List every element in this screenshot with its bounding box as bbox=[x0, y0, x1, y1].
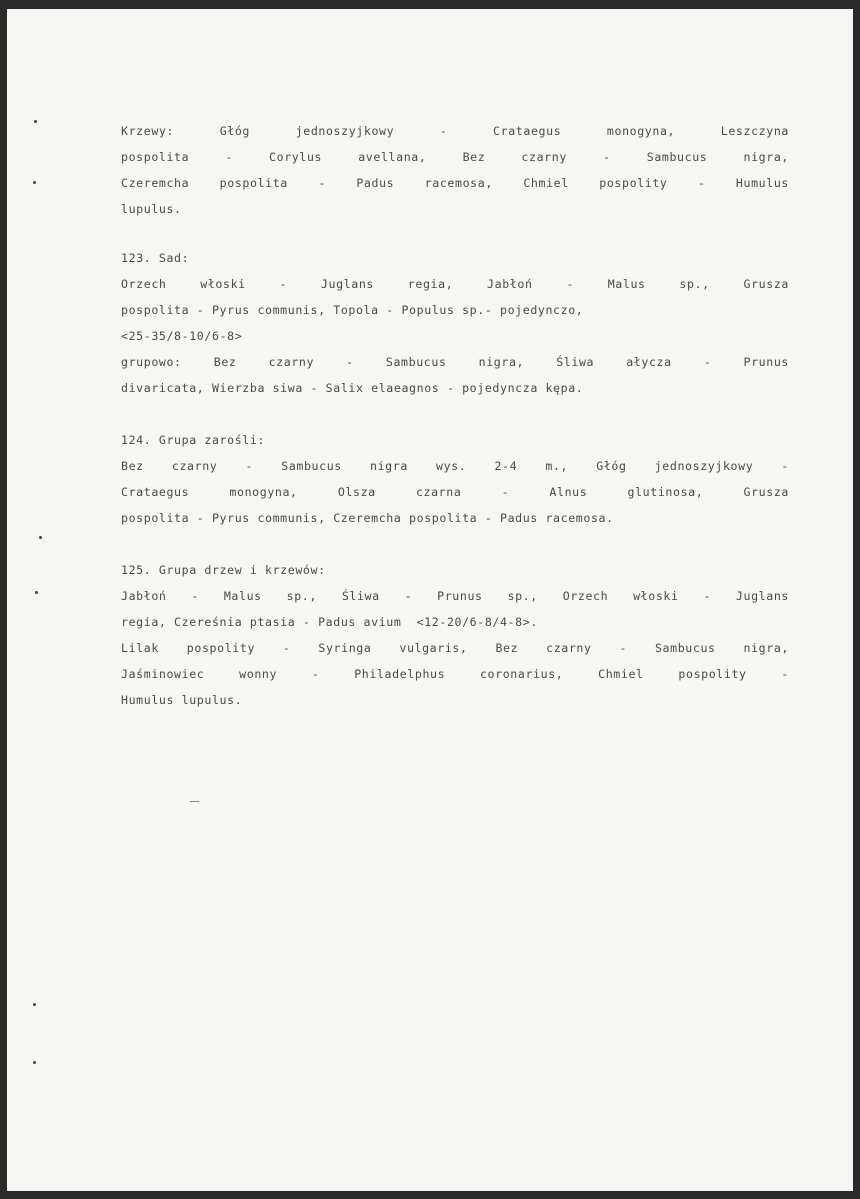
text-line: <25-35/8-10/6-8> bbox=[121, 329, 243, 343]
text-line: Crataegus monogyna, Olsza czarna - Alnus glutinosa, Grusza bbox=[121, 485, 789, 499]
text-line: Lilak pospolity - Syringa vulgaris, Bez czarny - Sambucus nigra, bbox=[121, 641, 789, 655]
text-line: pospolita - Pyrus communis, Topola - Populus sp.- pojedynczo, bbox=[121, 303, 584, 317]
section-heading: 125. Grupa drzew i krzewów: bbox=[121, 563, 326, 577]
text-line: Jabłoń - Malus sp., Śliwa - Prunus sp., Orzech włoski - Juglans bbox=[121, 589, 789, 603]
scan-mark bbox=[35, 591, 38, 594]
text-line: Bez czarny - Sambucus nigra wys. 2-4 m., Głóg jednoszyjkowy - bbox=[121, 459, 789, 473]
text-line: Jaśminowiec wonny - Philadelphus coronarius, Chmiel pospolity - bbox=[121, 667, 789, 681]
stray-dash bbox=[190, 801, 199, 802]
text-line: Krzewy: Głóg jednoszyjkowy - Crataegus monogyna, Leszczyna bbox=[121, 124, 789, 138]
scan-mark bbox=[33, 181, 36, 184]
scan-mark bbox=[39, 536, 42, 539]
section-125 bbox=[121, 557, 789, 713]
section-heading: 124. Grupa zarośli: bbox=[121, 433, 266, 447]
text-line: lupulus. bbox=[121, 202, 182, 216]
text-line: divaricata, Wierzba siwa - Salix elaeagnos - pojedyncza kępa. bbox=[121, 381, 584, 395]
scan-mark bbox=[33, 1061, 36, 1064]
text-line: pospolita - Pyrus communis, Czeremcha pospolita - Padus racemosa. bbox=[121, 511, 614, 525]
text-line: Czeremcha pospolita - Padus racemosa, Chmiel pospolity - Humulus bbox=[121, 176, 789, 190]
text-line: Orzech włoski - Juglans regia, Jabłoń - Malus sp., Grusza bbox=[121, 277, 789, 291]
text-line: regia, Czereśnia ptasia - Padus avium <12-20/6-8/4-8>. bbox=[121, 615, 538, 629]
text-line: pospolita - Corylus avellana, Bez czarny - Sambucus nigra, bbox=[121, 150, 789, 164]
text-line: grupowo: Bez czarny - Sambucus nigra, Śliwa ałycza - Prunus bbox=[121, 355, 789, 369]
paragraph-krzewy bbox=[121, 118, 789, 222]
section-124 bbox=[121, 427, 789, 531]
scan-mark bbox=[33, 1003, 36, 1006]
section-heading: 123. Sad: bbox=[121, 251, 190, 265]
text-line: Humulus lupulus. bbox=[121, 693, 243, 707]
scan-mark bbox=[34, 120, 37, 123]
section-123 bbox=[121, 245, 789, 401]
